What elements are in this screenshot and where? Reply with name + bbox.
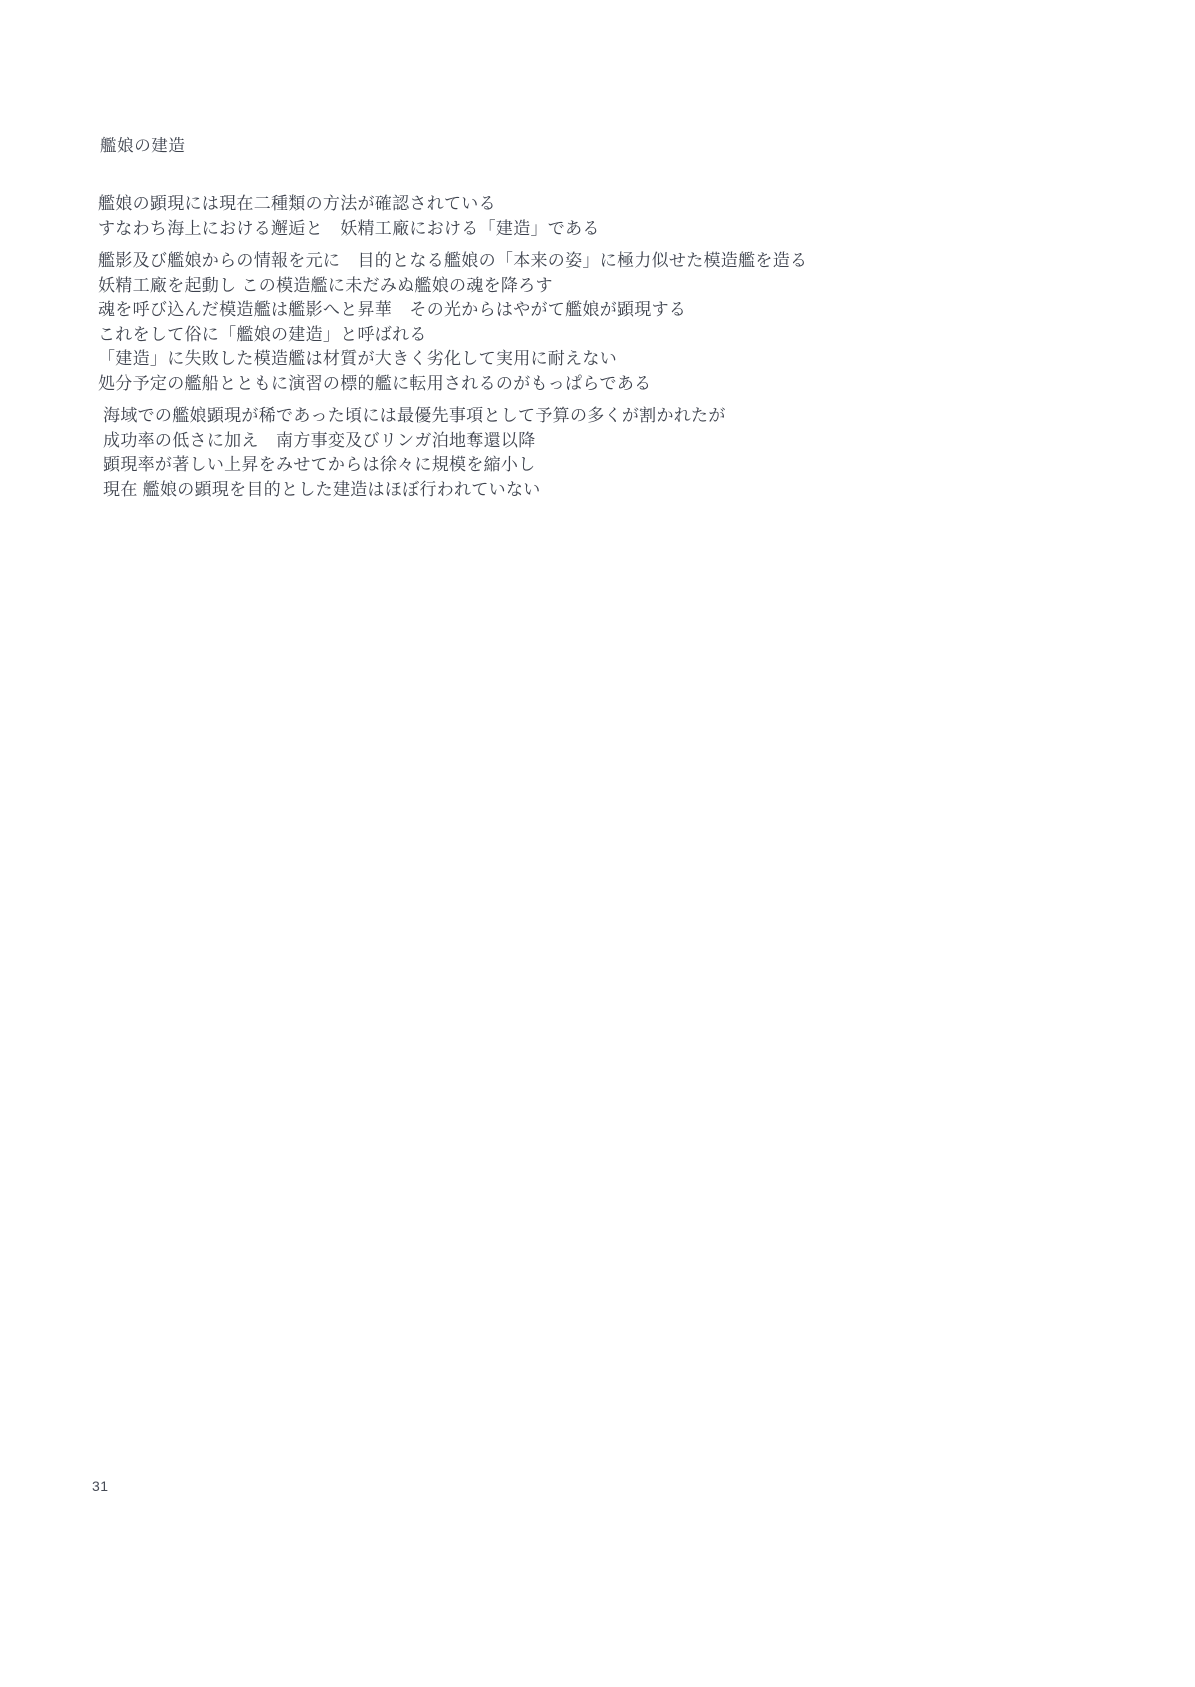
paragraph-block-4 [98,404,1098,502]
paragraph-line: 海域での艦娘顕現が稀であった頃には最優先事項として予算の多くが割かれたが [98,406,726,425]
paragraph-line: 「建造」に失敗した模造艦は材質が大きく劣化して実用に耐えない [98,349,617,368]
page-number: 31 [92,1478,109,1494]
paragraph-line: 処分予定の艦船とともに演習の標的艦に転用されるのがもっぱらである [98,373,652,393]
paragraph-line: 魂を呼び込んだ模造艦は艦影へと昇華 その光からはやがて艦娘が顕現する [98,300,687,319]
paragraph-block-2 [98,249,1098,347]
paragraph-line: 現在 艦娘の顕現を目的とした建造はほぼ行われていない [98,479,541,499]
page-title: 艦娘の建造 [100,137,186,155]
paragraph-line: 顕現率が著しい上昇をみせてからは徐々に規模を縮小し [98,455,536,474]
paragraph-line: これをして俗に「艦娘の建造」と呼ばれる [98,324,427,344]
paragraph-line: 成功率の低さに加え 南方事変及びリンガ泊地奪還以降 [98,430,536,450]
paragraph-block-3 [98,347,1098,396]
paragraph-line: 艦影及び艦娘からの情報を元に 目的となる艦娘の「本来の姿」に極力似せた模造艦を造る [98,251,808,270]
paragraph-line: 艦娘の顕現には現在二種類の方法が確認されている [98,194,496,213]
paragraph-block-1 [98,192,1098,241]
paragraph-line: 妖精工廠を起動し この模造艦に未だみぬ艦娘の魂を降ろす [98,275,553,295]
paragraph-line: すなわち海上における邂逅と 妖精工廠における「建造」である [98,218,600,238]
